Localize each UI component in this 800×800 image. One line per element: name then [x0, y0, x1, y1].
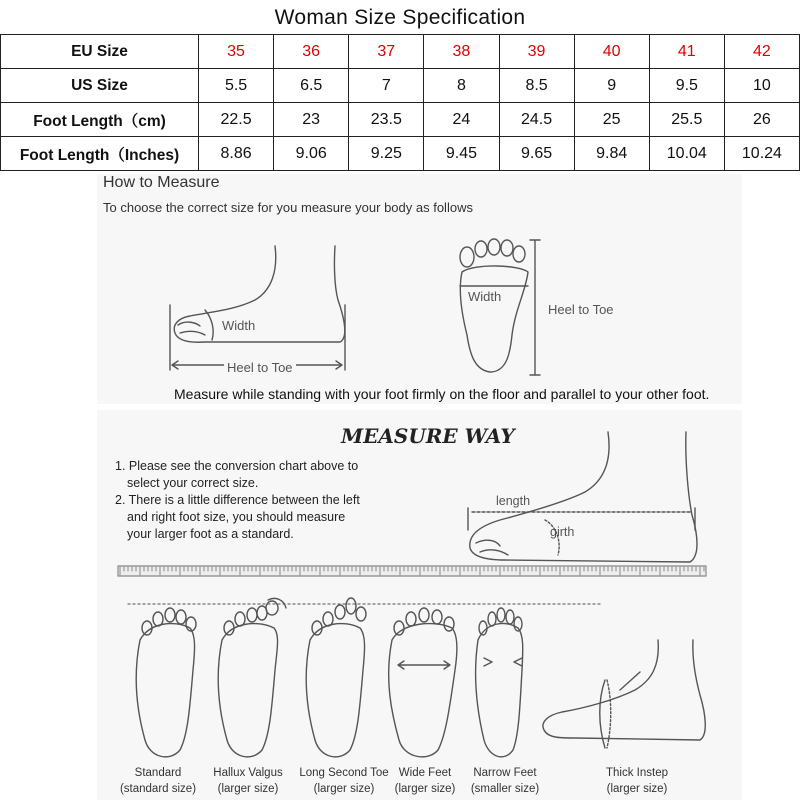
row-label: Foot Length（Inches) — [1, 137, 199, 171]
table-cell: 26 — [724, 103, 799, 137]
table-cell: 10.04 — [649, 137, 724, 171]
foot-type-wide-label — [380, 765, 470, 797]
table-cell: 42 — [724, 35, 799, 69]
table-cell: 9.65 — [499, 137, 574, 171]
side-width-label: Width — [222, 318, 256, 333]
step-1-line-2: select your correct size. — [127, 476, 259, 490]
row-label: US Size — [1, 69, 199, 103]
table-cell: 9.84 — [574, 137, 649, 171]
how-to-measure-subtitle: To choose the correct size for you measure your body as follows — [103, 200, 473, 215]
row-label: EU Size — [1, 35, 199, 69]
foot-type-name: Wide Feet — [398, 767, 452, 779]
table-cell: 23 — [274, 103, 349, 137]
step-1-line-1: 1. Please see the conversion chart above to — [115, 459, 359, 473]
table-cell: 9.06 — [274, 137, 349, 171]
page-title: Woman Size Specification — [274, 6, 526, 29]
foot-type-note: (smaller size) — [470, 783, 540, 795]
footprint-standard-icon — [136, 608, 196, 757]
footprint-long-second-toe-icon — [306, 598, 366, 757]
foot-type-narrow-label — [460, 765, 550, 797]
table-cell: 5.5 — [199, 69, 274, 103]
footprint-thick-instep-icon — [543, 640, 705, 748]
table-cell: 8 — [424, 69, 499, 103]
table-cell: 38 — [424, 35, 499, 69]
foot-type-name: Thick Instep — [606, 767, 668, 779]
side-length-label: Heel to Toe — [224, 360, 296, 375]
step-2-line-1: 2. There is a little difference between the left — [115, 493, 360, 507]
length-label: length — [496, 494, 531, 508]
table-cell: 39 — [499, 35, 574, 69]
table-cell: 36 — [274, 35, 349, 69]
row-label: Foot Length（cm) — [1, 103, 199, 137]
table-cell: 25.5 — [649, 103, 724, 137]
foot-type-note: (larger size) — [313, 783, 375, 795]
foot-type-name: Standard — [134, 767, 182, 779]
foot-type-note: (larger size) — [394, 783, 456, 795]
table-cell: 9.45 — [424, 137, 499, 171]
table-cell: 8.86 — [199, 137, 274, 171]
measure-note: Measure while standing with your foot firmly on the floor and parallel to your other foot. — [174, 386, 710, 402]
foot-type-hallux-label — [203, 765, 293, 797]
table-cell: 35 — [199, 35, 274, 69]
table-cell: 23.5 — [349, 103, 424, 137]
foot-type-note: (standard size) — [119, 783, 197, 795]
footprint-narrow-feet-icon — [476, 608, 523, 757]
table-cell: 40 — [574, 35, 649, 69]
foot-type-name: Narrow Feet — [473, 767, 537, 779]
foot-type-long-second-label — [294, 765, 394, 797]
how-to-measure-title: How to Measure — [103, 174, 220, 191]
table-cell: 25 — [574, 103, 649, 137]
girth-label: girth — [550, 525, 575, 539]
table-cell: 24.5 — [499, 103, 574, 137]
foot-type-name: Hallux Valgus — [213, 767, 283, 779]
foot-type-note: (larger size) — [217, 783, 279, 795]
table-cell: 8.5 — [499, 69, 574, 103]
step-2-line-2: and right foot size, you should measure — [127, 510, 346, 524]
table-cell: 10.24 — [724, 137, 799, 171]
step-2-line-3: your larger foot as a standard. — [127, 527, 294, 541]
measure-way-title: MEASURE WAY — [341, 424, 515, 448]
sole-width-label: Width — [468, 289, 502, 304]
ruler-icon — [118, 566, 706, 576]
table-cell: 22.5 — [199, 103, 274, 137]
table-cell: 9.5 — [649, 69, 724, 103]
foot-type-name: Long Second Toe — [299, 767, 389, 779]
table-cell: 10 — [724, 69, 799, 103]
table-cell: 6.5 — [274, 69, 349, 103]
footprint-hallux-valgus-icon — [218, 598, 286, 756]
foot-type-note: (larger size) — [606, 783, 668, 795]
foot-type-thick-instep-label — [592, 765, 682, 797]
table-cell: 9.25 — [349, 137, 424, 171]
table-cell: 24 — [424, 103, 499, 137]
table-cell: 9 — [574, 69, 649, 103]
table-cell: 41 — [649, 35, 724, 69]
sole-length-label: Heel to Toe — [548, 302, 614, 317]
table-cell: 37 — [349, 35, 424, 69]
footprint-wide-feet-icon — [389, 608, 457, 757]
table-cell: 7 — [349, 69, 424, 103]
foot-type-standard-label — [113, 765, 203, 797]
